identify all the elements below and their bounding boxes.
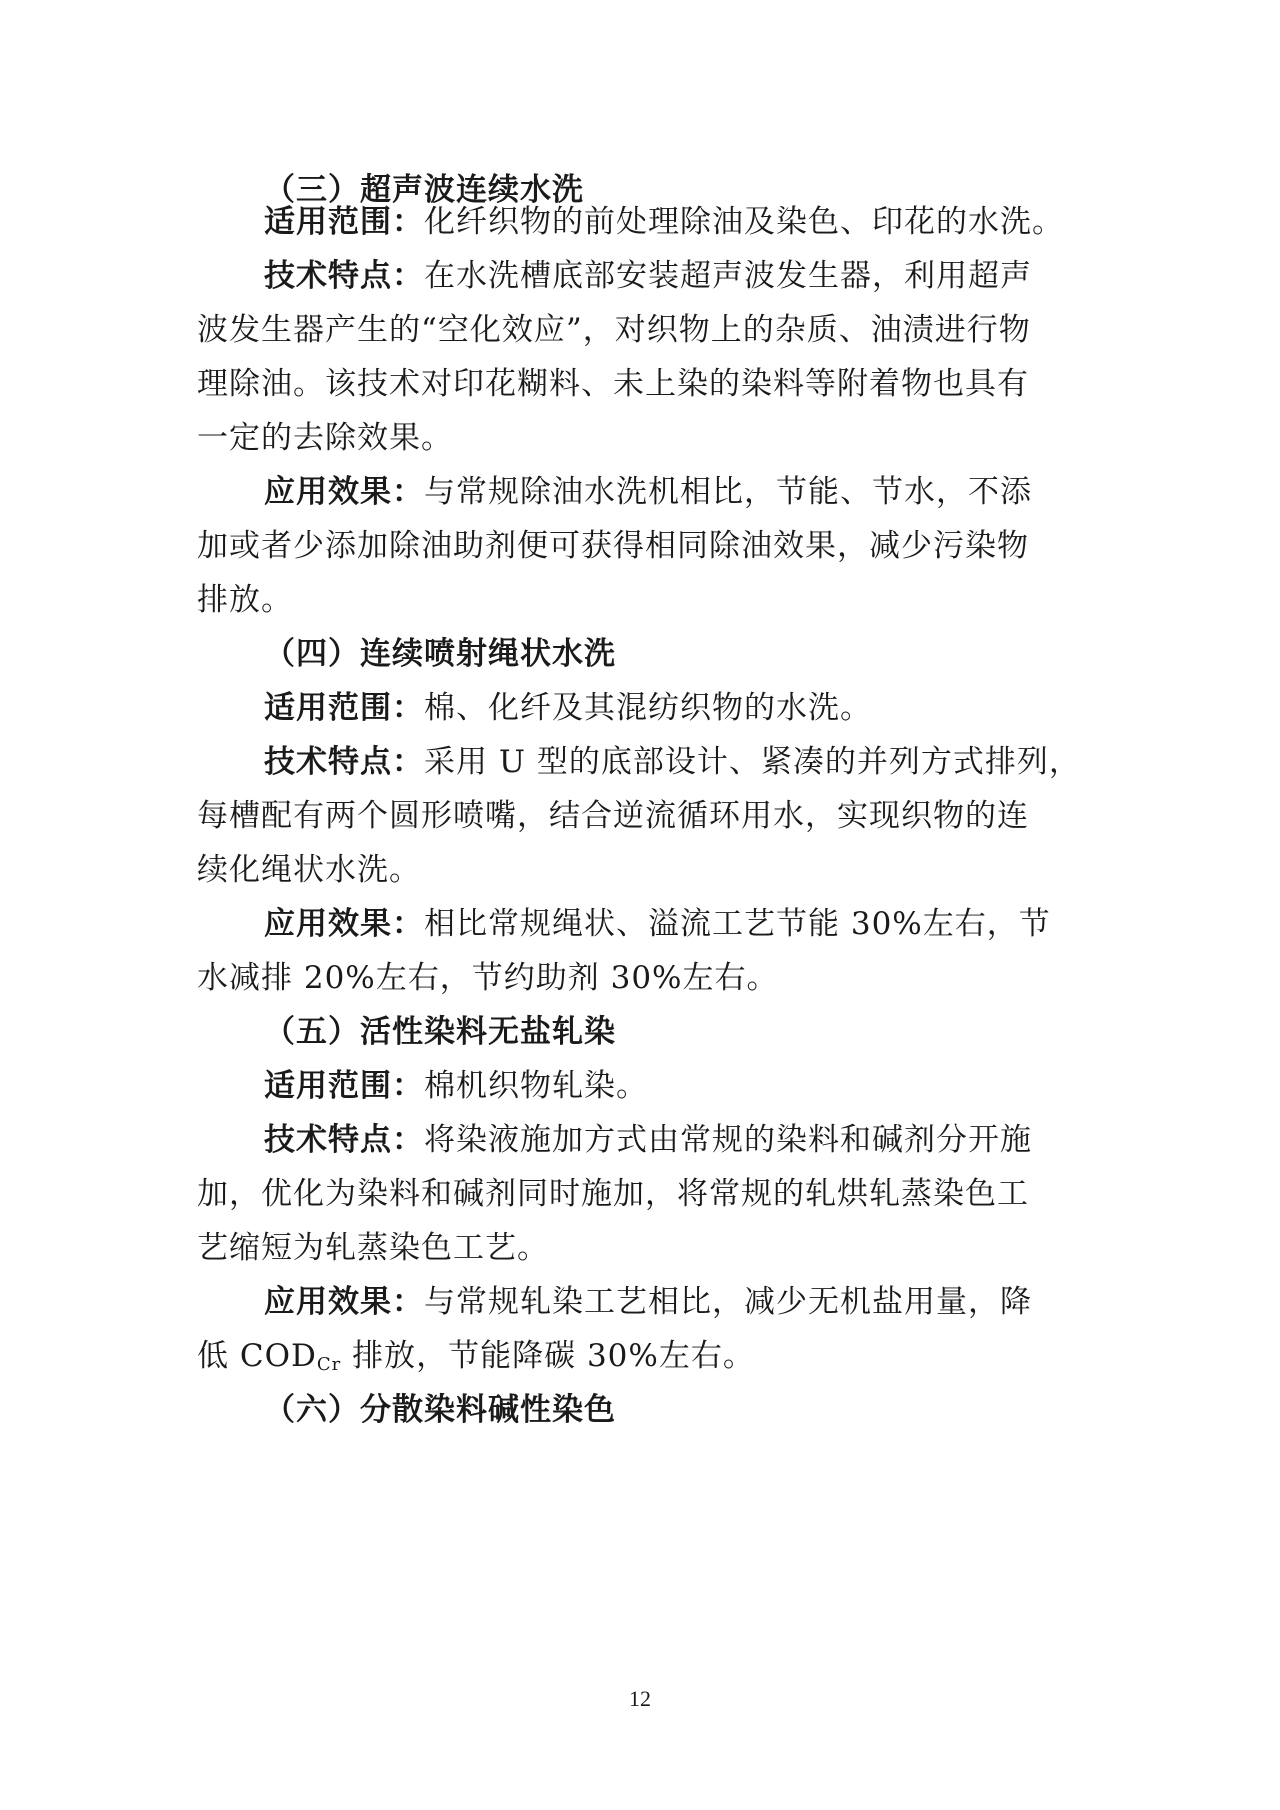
effect-label: 应用效果： [264,1284,424,1320]
tech-label: 技术特点： [264,1122,424,1158]
section-heading-5: （五）活性染料无盐轧染 [264,1014,616,1050]
scope-text: 棉、化纤及其混纺织物的水洗。 [424,690,872,726]
effect-paragraph-3-line2: 加或者少添加除油助剂便可获得相同除油效果，减少污染物 [197,528,1029,564]
effect-label: 应用效果： [264,906,424,942]
scope-text: 化纤织物的前处理除油及染色、印花的水洗。 [424,204,1064,240]
scope-paragraph-5 [264,1064,1164,1108]
scope-text: 棉机织物轧染。 [424,1068,648,1104]
effect-text: 与常规轧染工艺相比，减少无机盐用量，降 [424,1284,1032,1320]
effect-text: 相比常规绳状、溢流工艺节能 30%左右，节 [424,906,1051,942]
tech-paragraph-4-line2: 每槽配有两个圆形喷嘴，结合逆流循环用水，实现织物的连 [197,798,1029,834]
effect-paragraph-4-line1 [264,902,1164,946]
section-heading-3: （三）超声波连续水洗 [264,172,584,208]
scope-paragraph-3 [264,200,1164,244]
tech-label: 技术特点： [264,744,424,780]
section-heading-4: （四）连续喷射绳状水洗 [264,636,616,672]
effect-paragraph-4-line2: 水减排 20%左右，节约助剂 30%左右。 [197,960,779,996]
effect-label: 应用效果： [264,474,424,510]
effect-paragraph-5-line1 [264,1280,1164,1324]
tech-text: 将染液施加方式由常规的染料和碱剂分开施 [424,1122,1032,1158]
scope-label: 适用范围： [264,1068,424,1104]
cod-subscript: Cr [316,1354,342,1375]
effect-paragraph-3-line3: 排放。 [197,582,293,618]
scope-label: 适用范围： [264,204,424,240]
tech-label: 技术特点： [264,258,424,294]
tech-paragraph-4-line1 [264,740,1164,784]
tech-paragraph-3-line1 [264,254,1164,298]
tech-paragraph-3-line4: 一定的去除效果。 [197,420,453,456]
effect-text-pre: 低 COD [197,1338,317,1374]
tech-paragraph-5-line1 [264,1118,1164,1162]
tech-paragraph-4-line3: 续化绳状水洗。 [197,852,421,888]
effect-paragraph-3-line1 [264,470,1164,514]
scope-paragraph-4 [264,686,1164,730]
section-heading-6: （六）分散染料碱性染色 [264,1392,616,1428]
scope-label: 适用范围： [264,690,424,726]
tech-paragraph-3-line2: 波发生器产生的“空化效应”，对织物上的杂质、油渍进行物 [197,312,1031,348]
effect-text-post: 排放，节能降碳 30%左右。 [341,1338,755,1374]
tech-paragraph-3-line3: 理除油。该技术对印花糊料、未上染的染料等附着物也具有 [197,366,1029,402]
effect-paragraph-5-line2 [197,1334,1097,1383]
tech-text: 在水洗槽底部安装超声波发生器，利用超声 [424,258,1032,294]
tech-paragraph-5-line3: 艺缩短为轧蒸染色工艺。 [197,1230,549,1266]
effect-text: 与常规除油水洗机相比，节能、节水，不添 [424,474,1032,510]
page-number: 12 [629,1686,651,1711]
tech-paragraph-5-line2: 加，优化为染料和碱剂同时施加，将常规的轧烘轧蒸染色工 [197,1176,1029,1212]
tech-text: 采用 U 型的底部设计、紧凑的并列方式排列， [424,744,1081,780]
